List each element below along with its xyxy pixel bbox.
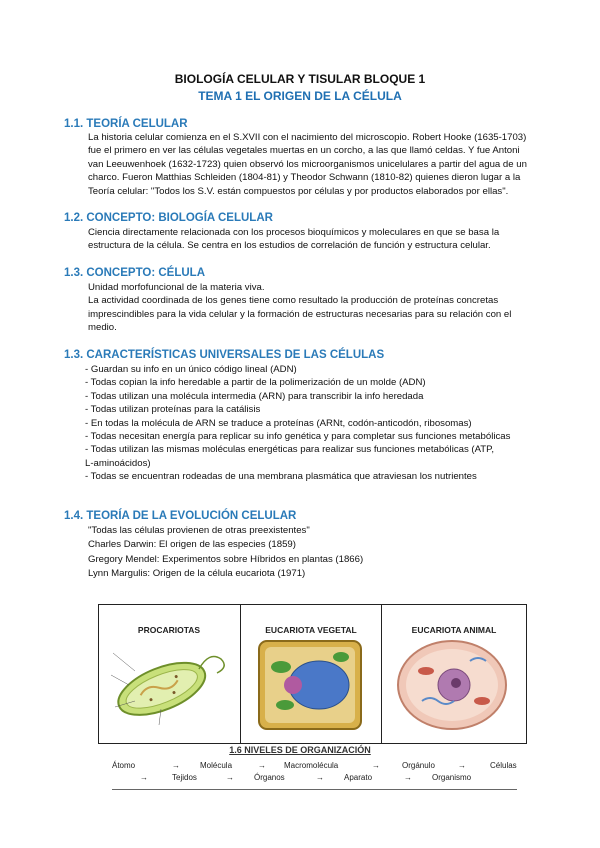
- level-label: Aparato: [344, 773, 373, 782]
- list-item: L-aminoácidos): [85, 457, 151, 469]
- list-item: - Todas utilizan una molécula intermedia (ARN) para transcribir la info heredada: [85, 390, 424, 402]
- document-title: BIOLOGÍA CELULAR Y TISULAR BLOQUE 1: [174, 72, 426, 86]
- prokaryote-cell-illustration: [99, 605, 239, 743]
- section-heading-caracteristicas: 1.3. CARACTERÍSTICAS UNIVERSALES DE LAS CÉLULAS: [64, 349, 385, 361]
- arrow-icon: →: [172, 761, 180, 770]
- panel-title: EUCARIOTA VEGETAL: [265, 625, 357, 635]
- arrow-icon: →: [316, 773, 324, 782]
- animal-cell-illustration: [382, 605, 526, 743]
- list-item: - Todas necesitan energía para replicar su info genética y para completar sus funciones metabólicas: [85, 431, 511, 443]
- arrow-icon: →: [226, 773, 234, 782]
- cell-classification-figure: [98, 604, 527, 744]
- paragraph-line: van Leeuwenhoek (1632-1723) quien observó los microorganismos unicelulares a partir del agua de un: [88, 158, 527, 170]
- characteristics-list: [85, 363, 531, 484]
- paragraph-line: charco. Fueron Matthias Schleiden (1804-81) y Theodor Schwann (1810-82) quienes dieron lugar a la: [88, 172, 521, 184]
- list-item: - Todas copian la info heredable a partir de la polimerización de un molde (ADN): [85, 377, 426, 389]
- document-subtitle: TEMA 1 EL ORIGEN DE LA CÉLULA: [198, 89, 402, 103]
- reference-line: Charles Darwin: El origen de las especies (1859): [88, 539, 296, 551]
- level-label: Organismo: [432, 773, 472, 782]
- reference-line: Lynn Margulis: Origen de la célula eucariota (1971): [88, 567, 306, 579]
- list-item: - Todas se encuentran rodeadas de una membrana plasmática que atraviesan los nutrientes: [85, 471, 477, 483]
- paragraph-teoria-celular: [88, 131, 529, 198]
- paragraph-line: Ciencia directamente relacionada con los procesos bioquímicos y moleculares en que se basa la: [88, 227, 500, 238]
- list-item: - Guardan su info en un único código lineal (ADN): [85, 364, 297, 375]
- level-label: Átomo: [112, 761, 136, 770]
- panel-title: PROCARIOTAS: [137, 625, 201, 635]
- level-label: Tejidos: [172, 773, 197, 782]
- list-item: - Todas utilizan las mismas moléculas energéticas para realizar sus funciones metabólicas (ATP,: [85, 444, 494, 456]
- level-label: Células: [490, 761, 517, 770]
- paragraph-line: medio.: [88, 322, 117, 334]
- paragraph-biologia-celular: [88, 226, 529, 253]
- paragraph-line: imprescindibles para la vida celular y la formación de estructuras necesarias para su relación con el: [88, 308, 512, 320]
- list-item: - En todas la molécula de ARN se traduce a proteínas (ARNt, codón-anticodón, ribosomas): [85, 417, 472, 429]
- level-label: Molécula: [200, 761, 233, 770]
- evolution-lines: [88, 524, 363, 581]
- arrow-icon: →: [458, 761, 466, 770]
- panel-eucariota-animal: [382, 605, 526, 743]
- arrow-icon: →: [404, 773, 412, 782]
- paragraph-line: La historia celular comienza en el S.XVII con el nacimiento del microscopio. Robert Hooke (1635-1703): [88, 132, 527, 143]
- panel-eucariota-vegetal: [240, 605, 382, 743]
- level-label: Macromolécula: [284, 761, 339, 770]
- arrow-icon: →: [258, 761, 266, 770]
- arrow-icon: →: [372, 761, 380, 770]
- level-label: Órganos: [254, 773, 285, 782]
- organization-levels: [0, 753, 600, 793]
- section-heading-celula: 1.3. CONCEPTO: CÉLULA: [64, 267, 205, 279]
- level-label: Orgánulo: [402, 761, 435, 770]
- panel-procariotas: [99, 605, 239, 743]
- list-item: - Todas utilizan proteínas para la catálisis: [85, 404, 261, 416]
- paragraph-line: Teoría celular: "Todos los S.V. están compuestos por células y por productos elaborados por ellas".: [88, 185, 509, 197]
- paragraph-line: La actividad coordinada de los genes tiene como resultado la producción de proteínas concretas: [88, 295, 499, 307]
- paragraph-line: estructura de la célula. Se centra en los estudios de correlación de función y estructura celular.: [88, 240, 491, 252]
- paragraph-line: fue el primero en ver las células vegetales muertas en un corcho, a las que llamó celdas. Y fue Antoni: [88, 145, 520, 157]
- paragraph-line: Unidad morfofuncional de la materia viva.: [88, 282, 265, 293]
- section-heading-teoria-celular: 1.1. TEORÍA CELULAR: [64, 118, 188, 130]
- divider: [112, 789, 517, 790]
- section-heading-evolucion: 1.4. TEORÍA DE LA EVOLUCIÓN CELULAR: [64, 510, 297, 522]
- section-heading-biologia-celular: 1.2. CONCEPTO: BIOLOGÍA CELULAR: [64, 212, 273, 224]
- arrow-icon: →: [140, 773, 148, 782]
- quote-line: "Todas las células provienen de otras preexistentes": [88, 525, 310, 536]
- reference-line: Gregory Mendel: Experimentos sobre Híbridos en plantas (1866): [88, 553, 364, 565]
- organization-title: 1.6 NIVELES DE ORGANIZACIÓN: [229, 745, 371, 755]
- panel-title: EUCARIOTA ANIMAL: [411, 625, 497, 635]
- plant-cell-illustration: [241, 605, 381, 743]
- paragraph-celula: [88, 281, 529, 335]
